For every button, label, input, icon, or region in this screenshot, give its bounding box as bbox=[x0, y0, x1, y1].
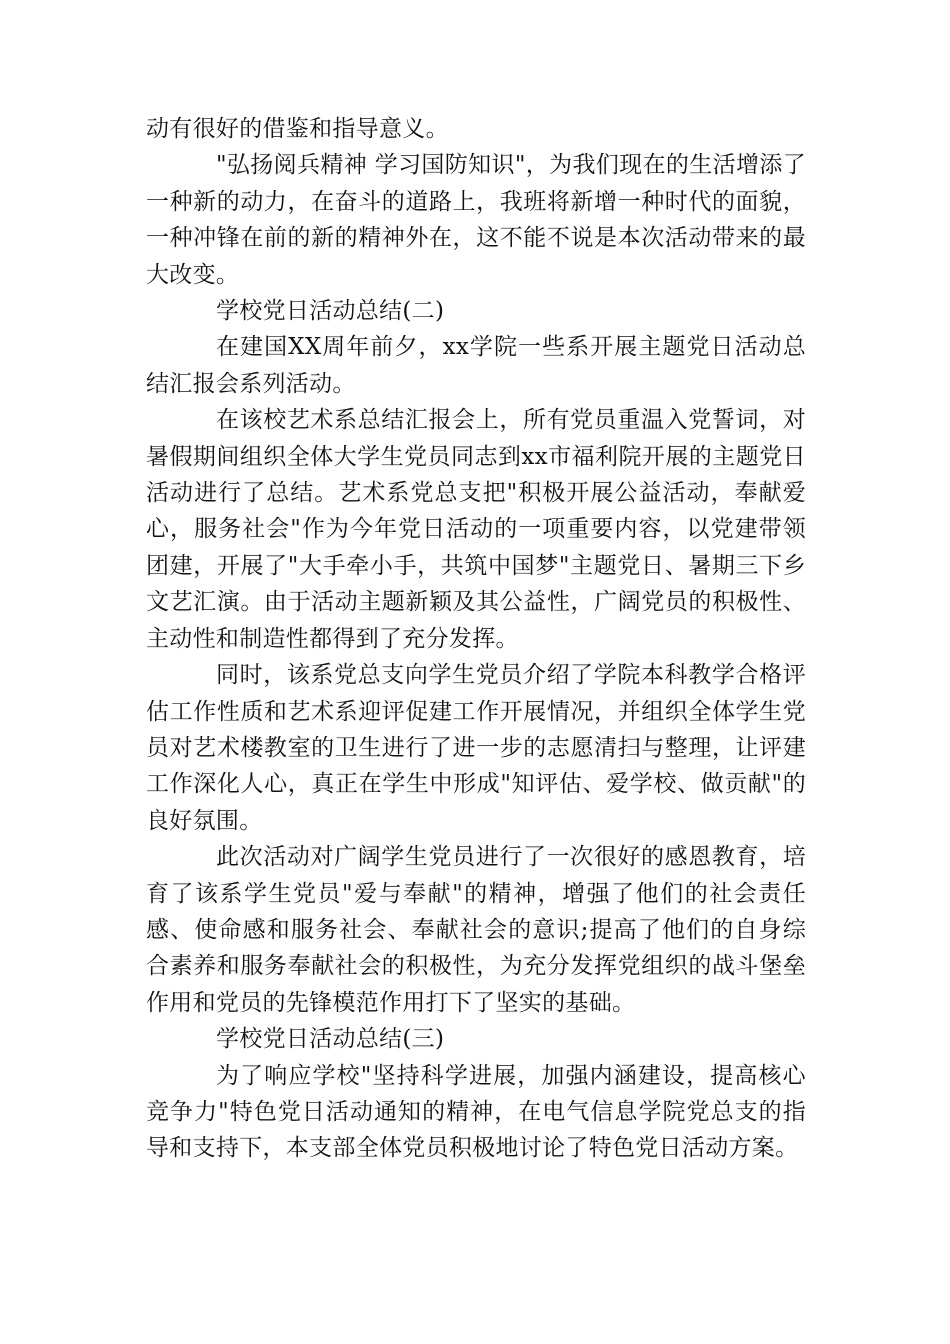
document-body bbox=[146, 111, 806, 1167]
paragraph-evaluation: 同时，该系党总支向学生党员介绍了学院本科教学合格评估工作性质和艺术系迎评促建工作开展情况，并组织全体学生党员对艺术楼教室的卫生进行了进一步的志愿清扫与整理，让评建工作深化人心，真正在学生中形成"知评估、爱学校、做贡献"的良好氛围。 bbox=[146, 662, 806, 834]
paragraph-parade-spirit: "弘扬阅兵精神 学习国防知识"，为我们现在的生活增添了一种新的动力，在奋斗的道路上，我班将新增一种时代的面貌，一种冲锋在前的新的精神外在，这不能不说是本次活动带来的最大改变。 bbox=[146, 152, 806, 288]
section-heading-2: 学校党日活动总结(二) bbox=[216, 298, 445, 325]
paragraph-gratitude-education: 此次活动对广阔学生党员进行了一次很好的感恩教育，培育了该系学生党员"爱与奉献"的精神，增强了他们的社会责任感、使命感和服务社会、奉献社会的意识;提高了他们的自身综合素养和服务奉献社会的积极性，为充分发挥党组织的战斗堡垒作用和党员的先锋模范作用打下了坚实的基础。 bbox=[146, 844, 806, 1016]
paragraph-anniversary: 在建国XX周年前夕，xx学院一些系开展主题党日活动总结汇报会系列活动。 bbox=[146, 334, 806, 397]
paragraph-art-department: 在该校艺术系总结汇报会上，所有党员重温入党誓词，对暑假期间组织全体大学生党员同志到xx市福利院开展的主题党日活动进行了总结。艺术系党总支把"积极开展公益活动，奉献爱心，服务社会"作为今年党日活动的一项重要内容，以党建带领团建，开展了"大手牵小手，共筑中国梦"主题党日、暑期三下乡文艺汇演。由于活动主题新颖及其公益性，广阔党员的积极性、主动性和制造性都得到了充分发挥。 bbox=[146, 407, 806, 652]
paragraph-continuation: 动有很好的借鉴和指导意义。 bbox=[146, 116, 449, 142]
section-heading-3: 学校党日活动总结(三) bbox=[216, 1026, 445, 1053]
paragraph-response: 为了响应学校"坚持科学进展，加强内涵建设，提高核心竞争力"特色党日活动通知的精神，在电气信息学院党总支的指导和支持下，本支部全体党员积极地讨论了特色党日活动方案。 bbox=[146, 1062, 806, 1162]
